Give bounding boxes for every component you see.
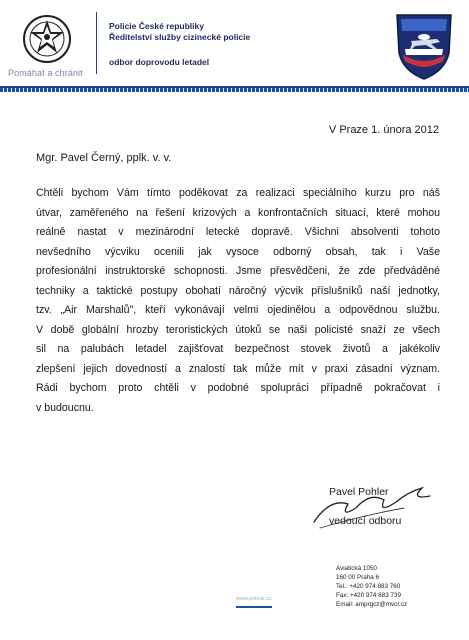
body-line: zlepšení jejich dovedností a znalostí tak může mít v praxi zásadní význam. [36,362,440,375]
body-line: techniky a taktické postupy obohatí náročný výcvik příslušníků naší jednotky, [36,284,440,297]
body-line: sil na palubách letadel zajišťovat bezpečnost stovek životů a jakékoliv [36,343,440,356]
body-line: V době globální hrozby teroristických útoků se naši policisté snaží ze všech [36,323,440,336]
org-directorate: Ředitelství služby cizinecké policie [109,32,251,42]
address-city: 160 00 Praha 6 [336,573,380,581]
footer-accent [236,606,272,608]
recipient: Mgr. Pavel Černý, pplk. v. v. [36,152,172,164]
address-street: Aviatická 1050 [336,565,377,572]
body-line: reálně nastat v mezinárodní letecké dopravě. Všichni absolventi tohoto [36,226,440,239]
header-stripe-edge [0,86,469,88]
signatory-name: Pavel Pohler [329,486,389,498]
body-line: v budoucnu. [36,402,94,415]
body-line: Chtěli bychom Vám tímto poděkovat za realizaci speciálního kurzu pro náš [36,187,440,199]
body-line: útvar, zaměřeného na řešení krizových a konfrontačních situací, které mohou [36,206,440,219]
contact-address [336,565,407,610]
letter-body [36,184,440,419]
address-tel: Tel.: +420 974 883 760 [336,582,401,590]
body-line: nevšedního výcviku ocenili jak vysoce odborný obsah, tak i Vaše [36,245,440,258]
unit-badge-icon [393,9,455,81]
department-name: odbor doprovodu letadel [109,57,210,67]
signatory-role: vedoucí odboru [329,515,402,527]
body-line: tzv. „Air Marshalů", kteří vykonávají velmi ojedinělou a odpovědnou službu. [36,304,440,317]
body-line: Rádi bychom proto chtěli v podobné spolupráci případně pokračovat i [36,382,440,395]
letter-date: V Praze 1. února 2012 [328,124,439,136]
motto: Pomáhat a chránit [8,68,83,78]
body-line: profesionální instruktorské schopnosti. Jsme přesvědčeni, že zde předváděné [36,265,440,278]
header-divider [96,12,97,74]
police-star-logo [22,14,72,64]
address-fax: Fax: +420 974 883 739 [336,591,401,599]
footer-website: www.policie.cz [236,596,272,602]
org-name: Policie České republiky [109,21,204,31]
address-email: Email: amprgcz@mvcr.cz [336,600,408,608]
